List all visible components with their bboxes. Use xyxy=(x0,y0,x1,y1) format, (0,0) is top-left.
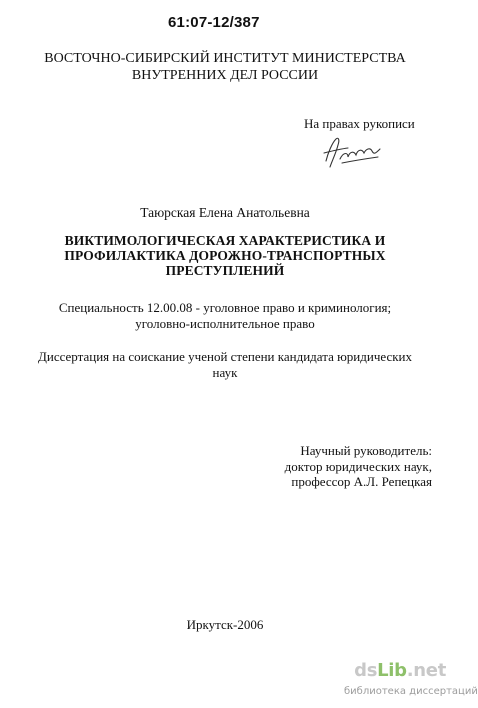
institute-line-2: ВНУТРЕННИХ ДЕЛ РОССИИ xyxy=(131,68,319,83)
watermark-brand-prefix: ds xyxy=(354,660,378,681)
supervisor-line-3: профессор А.Л. Репецкая xyxy=(291,474,432,489)
author-name: Таюрская Елена Анатольевна xyxy=(140,205,310,220)
watermark-brand-suffix: .net xyxy=(406,660,446,681)
document-code: 61:07-12/387 xyxy=(168,14,260,31)
dissertation-title xyxy=(0,233,450,278)
title-line-3: ПРЕСТУПЛЕНИЙ xyxy=(165,263,285,278)
scientific-supervisor xyxy=(262,443,432,490)
supervisor-line-2: доктор юридических наук, xyxy=(284,458,432,474)
manuscript-rights: На правах рукописи xyxy=(304,116,415,131)
institute-line-1: ВОСТОЧНО-СИБИРСКИЙ ИНСТИТУТ МИНИСТЕРСТВА xyxy=(44,51,406,66)
watermark-brand xyxy=(352,660,446,681)
specialty-line-2: уголовно-исполнительное право xyxy=(135,316,315,331)
dslib-watermark xyxy=(344,660,478,706)
signature-image xyxy=(318,131,386,173)
title-line-2: ПРОФИЛАКТИКА ДОРОЖНО-ТРАНСПОРТНЫХ xyxy=(64,248,386,263)
watermark-subtitle: библиотека диссертаций xyxy=(344,686,478,697)
dissertation-line-2: наук xyxy=(212,365,238,380)
institute-name xyxy=(0,50,450,84)
dissertation-degree xyxy=(30,349,420,381)
watermark-brand-lib: Lib xyxy=(377,660,407,681)
specialty xyxy=(0,300,450,332)
title-line-1: ВИКТИМОЛОГИЧЕСКАЯ ХАРАКТЕРИСТИКА И xyxy=(64,233,386,248)
specialty-line-1: Специальность 12.00.08 - уголовное право и криминология; xyxy=(58,300,392,315)
city-year: Иркутск-2006 xyxy=(186,617,264,632)
dissertation-line-1: Диссертация на соискание ученой степени кандидата юридических xyxy=(38,349,412,364)
supervisor-line-1: Научный руководитель: xyxy=(300,443,432,458)
